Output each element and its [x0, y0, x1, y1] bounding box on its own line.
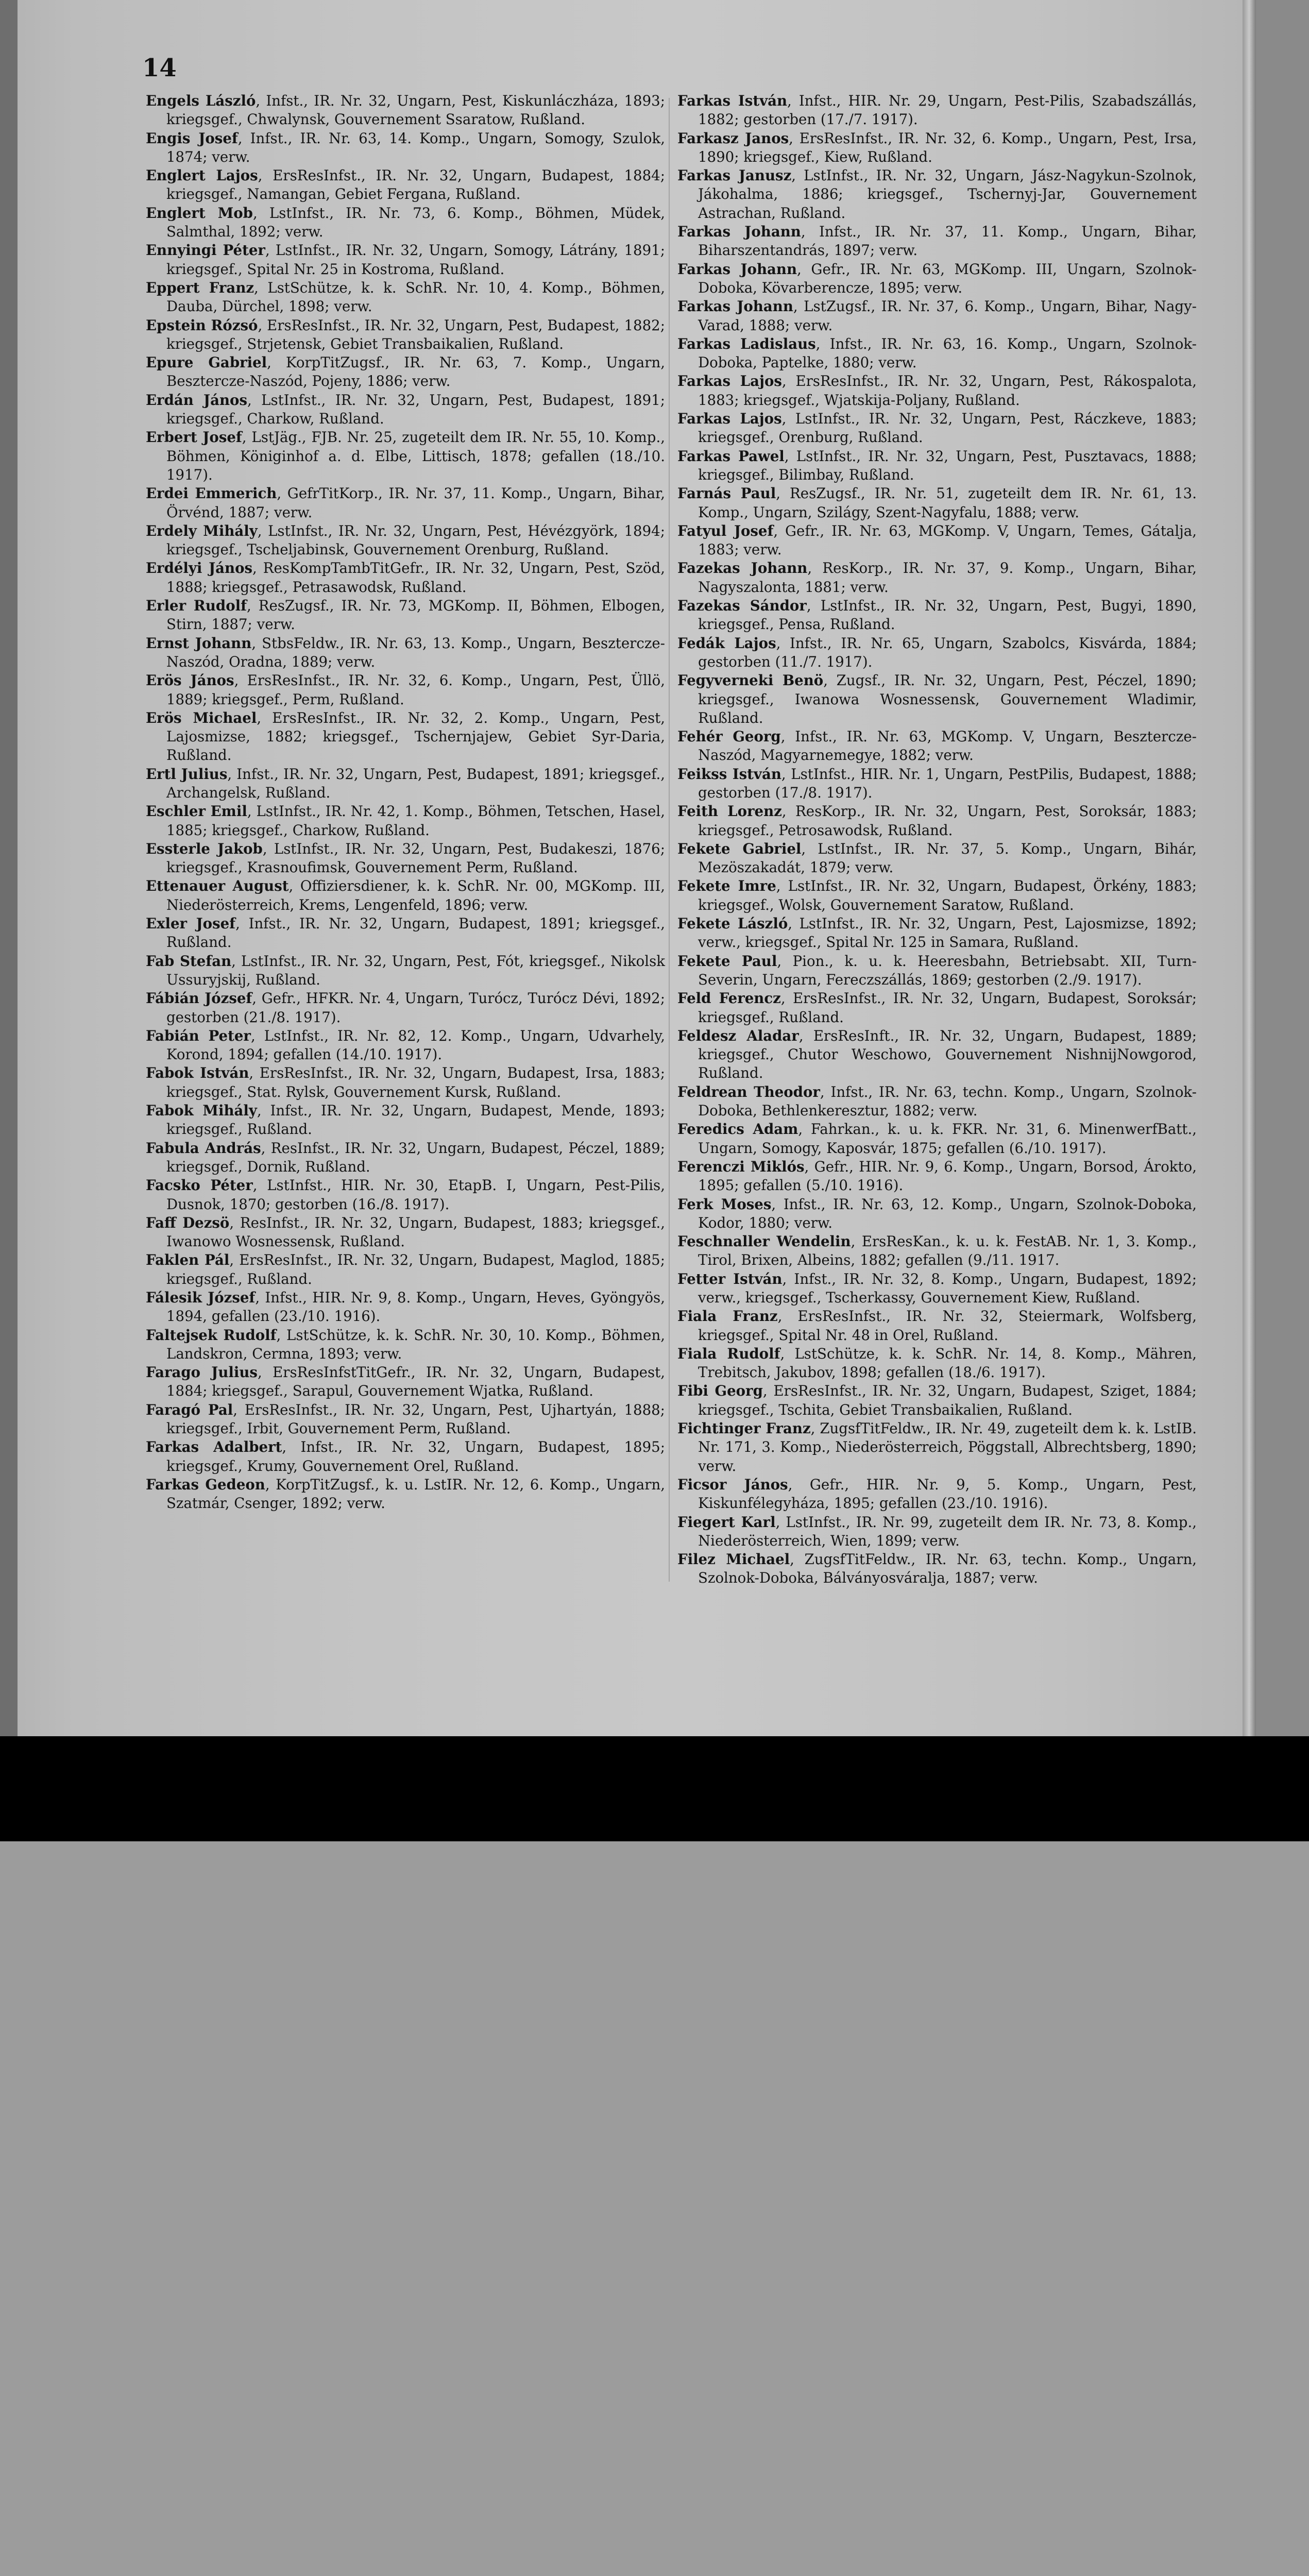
- entry-name: Fazekas Sándor: [677, 597, 807, 615]
- entry-details: , LstInfst., IR. Nr. 32, Ungarn, Pest, Hévézgyörk, 1894; kriegsgef., Tscheljabinsk, Gouvernement Orenburg, Rußland.: [166, 522, 665, 558]
- entry-name: Englert Lajos: [146, 167, 258, 184]
- register-entry: [677, 1232, 1197, 1270]
- register-entry: [146, 1251, 665, 1289]
- entry-name: Fibi Georg: [677, 1382, 763, 1400]
- entry-details: , Infst., IR. Nr. 63, techn. Komp., Ungarn, Szolnok-Doboka, Bethlenkeresztur, 1882; verw.: [698, 1083, 1197, 1120]
- entry-details: , Infst., IR. Nr. 32, Ungarn, Pest, Kiskunláczháza, 1893; kriegsgef., Chwalynsk, Gouvernement Ssaratow, Rußland.: [166, 92, 665, 128]
- register-entry: [146, 241, 665, 279]
- entry-name: Eppert Franz: [146, 279, 254, 296]
- entry-details: , ErsResInfst., IR. Nr. 32, Ungarn, Budapest, Sziget, 1884; kriegsgef., Tschita, Gebiet Transbaikalien, Rußland.: [698, 1382, 1197, 1418]
- entry-details: , LstInfst., IR. Nr. 73, 6. Komp., Böhmen, Müdek, Salmthal, 1892; verw.: [166, 204, 666, 241]
- register-entry: [677, 410, 1197, 447]
- entry-name: Feschnaller Wendelin: [677, 1233, 851, 1250]
- entry-details: , ErsResInfstTitGefr., IR. Nr. 32, Ungarn, Budapest, 1884; kriegsgef., Sarapul, Gouvernement Wjatka, Rußland.: [166, 1364, 665, 1400]
- entry-details: , LstInfst., HIR. Nr. 30, EtapB. I, Ungarn, Pest-Pilis, Dusnok, 1870; gestorben (16./8. 1917).: [166, 1177, 665, 1213]
- entry-details: , ErsResInfst., IR. Nr. 32, Ungarn, Budapest, Irsa, 1883; kriegsgef., Stat. Rylsk, Gouvernement Kursk, Rußland.: [166, 1064, 665, 1100]
- register-entry: [677, 372, 1197, 410]
- register-entry: [146, 597, 665, 634]
- entry-details: , Gefr., HIR. Nr. 9, 5. Komp., Ungarn, Pest, Kiskunfélegyháza, 1895; gefallen (23./10. 1916).: [698, 1476, 1197, 1512]
- entry-name: Erbert Josef: [146, 429, 242, 446]
- scan-background-edge: [1247, 0, 1309, 1736]
- entry-name: Feredics Adam: [677, 1121, 798, 1138]
- register-entry: [146, 989, 665, 1027]
- entry-name: Feldesz Aladar: [677, 1027, 799, 1044]
- register-entry: [146, 952, 665, 990]
- entry-name: Fekete Gabriel: [677, 840, 802, 857]
- register-entry: [146, 92, 665, 129]
- entry-name: Farkas Johann: [677, 260, 797, 278]
- entry-details: , ZugsfTitFeldw., IR. Nr. 49, zugeteilt dem k. k. LstIB. Nr. 171, 3. Komp., Niederösterreich, Pöggstall, Albrechtsberg, 1890; verw.: [698, 1420, 1197, 1475]
- entry-details: , StbsFeldw., IR. Nr. 63, 13. Komp., Ungarn, Besztercze-Naszód, Oradna, 1889; verw.: [166, 634, 666, 670]
- entry-details: , LstInfst., IR. Nr. 42, 1. Komp., Böhmen, Tetschen, Hasel, 1885; kriegsgef., Charkow, Rußland.: [166, 803, 666, 839]
- entry-details: , Infst., IR. Nr. 32, Ungarn, Budapest, Mende, 1893; kriegsgef., Rußland.: [166, 1102, 666, 1138]
- entry-name: Fegyverneki Benö: [677, 672, 824, 689]
- entry-details: , LstInfst., IR. Nr. 37, 5. Komp., Ungarn, Bihár, Mezöszakadát, 1879; verw.: [698, 840, 1197, 876]
- entry-details: , Infst., IR. Nr. 32, Ungarn, Budapest, 1895; kriegsgef., Krumy, Gouvernement Orel, Rußland.: [166, 1438, 666, 1475]
- entry-details: , ResZugsf., IR. Nr. 51, zugeteilt dem IR. Nr. 61, 13. Komp., Ungarn, Szilágy, Szent-Nagyfalu, 1888; verw.: [698, 485, 1197, 521]
- register-entry: [677, 1382, 1197, 1419]
- register-entry: [677, 727, 1197, 765]
- entry-details: , ZugsfTitFeldw., IR. Nr. 63, techn. Komp., Ungarn, Szolnok-Doboka, Bálványosváralja, 1887; verw.: [698, 1551, 1197, 1587]
- entry-details: , ResKorp., IR. Nr. 32, Ungarn, Pest, Soroksár, 1883; kriegsgef., Petrosawodsk, Rußland.: [698, 803, 1197, 839]
- entry-details: , ErsResInfst., IR. Nr. 32, Ungarn, Budapest, Soroksár; kriegsgef., Rußland.: [698, 990, 1197, 1026]
- register-entry: [146, 559, 665, 597]
- entry-name: Fiegert Karl: [677, 1513, 776, 1531]
- entry-details: , ErsResInfst., IR. Nr. 32, Ungarn, Pest, Budapest, 1882; kriegsgef., Strjetensk, Gebiet Transbaikalien, Rußland.: [166, 316, 665, 352]
- register-entry: [146, 353, 665, 391]
- entry-details: , Infst., HIR. Nr. 29, Ungarn, Pest-Pilis, Szabadszállás, 1882; gestorben (17./7. 1917).: [698, 92, 1197, 128]
- register-entry: [146, 484, 665, 522]
- entry-details: , Infst., IR. Nr. 63, 12. Komp., Ungarn, Szolnok-Doboka, Kodor, 1880; verw.: [698, 1195, 1197, 1231]
- register-entry: [677, 877, 1197, 914]
- register-entry: [146, 877, 665, 914]
- entry-details: , Gefr., HFKR. Nr. 4, Ungarn, Turócz, Turócz Dévi, 1892; gestorben (21./8. 1917).: [166, 990, 665, 1026]
- register-entry: [677, 1345, 1197, 1382]
- register-entry: [146, 1326, 665, 1364]
- entry-details: , ErsResInfst., IR. Nr. 32, 6. Komp., Ungarn, Pest, Üllö, 1889; kriegsgef., Perm, Rußland.: [166, 672, 665, 708]
- right-column: [677, 92, 1197, 1588]
- register-entry: [677, 914, 1197, 952]
- entry-name: Farkas Johann: [677, 298, 793, 315]
- register-entry: [146, 316, 665, 354]
- entry-details: , Offiziersdiener, k. k. SchR. Nr. 00, MGKomp. III, Niederösterreich, Krems, Lengenfeld, 1896; verw.: [166, 877, 665, 913]
- entry-name: Ferenczi Miklós: [677, 1158, 805, 1175]
- entry-name: Farkas Gedeon: [146, 1476, 265, 1493]
- register-entry: [677, 1158, 1197, 1195]
- entry-name: Feldrean Theodor: [677, 1083, 820, 1100]
- entry-details: , Infst., IR. Nr. 63, 16. Komp., Ungarn, Szolnok-Doboka, Paptelke, 1880; verw.: [698, 335, 1197, 371]
- entry-name: Eschler Emil: [146, 803, 247, 820]
- register-entry: [677, 1476, 1197, 1513]
- register-entry: [146, 1289, 665, 1326]
- register-entry: [146, 1401, 665, 1438]
- register-entry: [677, 1419, 1197, 1476]
- entry-details: , ErsResInfst., IR. Nr. 32, Ungarn, Pest, Ujhartyán, 1888; kriegsgef., Irbit, Gouvernement Perm, Rußland.: [166, 1401, 665, 1437]
- register-entry: [677, 447, 1197, 485]
- entry-details: , LstSchütze, k. k. SchR. Nr. 30, 10. Komp., Böhmen, Landskron, Cermna, 1893; verw.: [166, 1326, 665, 1362]
- entry-details: , ResZugsf., IR. Nr. 73, MGKomp. II, Böhmen, Elbogen, Stirn, 1887; verw.: [166, 597, 665, 633]
- register-entry: [146, 1139, 665, 1177]
- entry-name: Facsko Péter: [146, 1177, 253, 1194]
- register-entry: [146, 1101, 665, 1139]
- column-divider: [669, 98, 670, 1582]
- entry-details: , ErsResInfst., IR. Nr. 32, Steiermark, Wolfsberg, kriegsgef., Spital Nr. 48 in Orel, Rußland.: [698, 1308, 1197, 1344]
- register-entry: [677, 802, 1197, 840]
- entry-details: , LstInfst., IR. Nr. 32, Ungarn, Pest, Fót, kriegsgef., Nikolsk Ussuryjskij, Rußland.: [166, 952, 666, 988]
- register-entry: [146, 840, 665, 877]
- register-entry: [677, 597, 1197, 634]
- entry-details: , KorpTitZugsf., k. u. LstIR. Nr. 12, 6. Komp., Ungarn, Szatmár, Csenger, 1892; verw.: [166, 1476, 665, 1512]
- entry-name: Ennyingi Péter: [146, 242, 265, 259]
- entry-details: , LstInfst., IR. Nr. 32, Ungarn, Budapest, Örkény, 1883; kriegsgef., Wolsk, Gouvernement Saratow, Rußland.: [698, 877, 1197, 913]
- entry-details: , LstInfst., IR. Nr. 32, Ungarn, Pest, Budapest, 1891; kriegsgef., Charkow, Rußland.: [166, 391, 665, 428]
- entry-details: , LstJäg., FJB. Nr. 25, zugeteilt dem IR. Nr. 55, 10. Komp., Böhmen, Königinhof a. d. Elbe, Littisch, 1878; gefallen (18./10. 1917).: [166, 429, 665, 483]
- entry-details: , ErsResInfst., IR. Nr. 32, Ungarn, Budapest, 1884; kriegsgef., Namangan, Gebiet Fergana, Rußland.: [166, 167, 665, 203]
- entry-details: , ErsResInfst., IR. Nr. 32, 2. Komp., Ungarn, Pest, Lajosmizse, 1882; kriegsgef., Tschernjajew, Gebiet Syr-Daria, Rußland.: [166, 709, 665, 764]
- entry-details: , ResKorp., IR. Nr. 37, 9. Komp., Ungarn, Bihar, Nagyszalonta, 1881; verw.: [698, 560, 1197, 596]
- entry-name: Faff Dezsö: [146, 1214, 230, 1231]
- entry-details: , ResInfst., IR. Nr. 32, Ungarn, Budapest, Péczel, 1889; kriegsgef., Dornik, Rußland.: [166, 1139, 665, 1175]
- register-entry: [146, 914, 665, 952]
- register-entry: [677, 559, 1197, 597]
- entry-details: , LstSchütze, k. k. SchR. Nr. 10, 4. Komp., Böhmen, Dauba, Dürchel, 1898; verw.: [166, 279, 665, 315]
- entry-details: , Fahrkan., k. u. k. FKR. Nr. 31, 6. MinenwerfBatt., Ungarn, Somogy, Kaposvár, 1875; gefallen (6./10. 1917).: [698, 1121, 1197, 1157]
- entry-details: , LstInfst., IR. Nr. 32, Ungarn, Pest, Pusztavacs, 1888; kriegsgef., Bilimbay, Rußland.: [698, 447, 1197, 483]
- entry-name: Farkas Janusz: [677, 167, 792, 184]
- entry-name: Epstein Rózsó: [146, 316, 258, 334]
- entry-name: Erdélyi János: [146, 560, 253, 577]
- entry-name: Filez Michael: [677, 1551, 790, 1568]
- entry-name: Fab Stefan: [146, 952, 232, 970]
- register-entry: [677, 297, 1197, 335]
- register-entry: [146, 1027, 665, 1064]
- register-entry: [677, 989, 1197, 1027]
- entry-name: Fabula András: [146, 1139, 261, 1157]
- entry-name: Feith Lorenz: [677, 803, 782, 820]
- entry-name: Essterle Jakob: [146, 840, 263, 857]
- register-entry: [146, 634, 665, 672]
- register-entry: [146, 1476, 665, 1513]
- register-entry: [146, 765, 665, 803]
- register-entry: [677, 1083, 1197, 1121]
- register-entry: [677, 1195, 1197, 1233]
- entry-details: , LstInfst., IR. Nr. 99, zugeteilt dem IR. Nr. 73, 8. Komp., Niederösterreich, Wien, 1899; verw.: [698, 1513, 1197, 1549]
- entry-name: Englert Mob: [146, 204, 253, 222]
- entry-details: , ErsResInfst., IR. Nr. 32, Ungarn, Budapest, Maglod, 1885; kriegsgef., Rußland.: [166, 1251, 665, 1287]
- entry-name: Farkas Adalbert: [146, 1438, 282, 1456]
- entry-name: Feld Ferencz: [677, 990, 781, 1007]
- register-entry: [146, 1176, 665, 1214]
- register-entry: [146, 166, 665, 204]
- entry-name: Fabián Peter: [146, 1027, 251, 1044]
- viewer-footer: [0, 1736, 1309, 1841]
- entry-name: Erös János: [146, 672, 234, 689]
- register-entry: [677, 484, 1197, 522]
- entry-name: Fichtinger Franz: [677, 1420, 811, 1437]
- entry-details: , Gefr., IR. Nr. 63, MGKomp. III, Ungarn, Szolnok-Doboka, Kövarberencze, 1895; verw.: [698, 260, 1197, 296]
- entry-name: Fekete Paul: [677, 952, 777, 970]
- register-entry: [146, 1438, 665, 1476]
- entry-details: , LstSchütze, k. k. SchR. Nr. 14, 8. Komp., Mähren, Trebitsch, Jakubov, 1898; gefallen (18./6. 1917).: [698, 1345, 1197, 1381]
- entry-name: Faltejsek Rudolf: [146, 1326, 277, 1344]
- register-entry: [677, 129, 1197, 167]
- entry-name: Engels László: [146, 92, 256, 109]
- entry-name: Farkas Pawel: [677, 447, 785, 465]
- entry-details: , Infst., IR. Nr. 32, Ungarn, Pest, Budapest, 1891; kriegsgef., Archangelsk, Rußland.: [166, 765, 665, 801]
- entry-name: Farago Julius: [146, 1364, 258, 1381]
- register-entry: [146, 129, 665, 167]
- entry-details: , Infst., IR. Nr. 63, MGKomp. V, Ungarn, Besztercze-Naszód, Magyarnemegye, 1882; verw.: [698, 728, 1197, 764]
- register-entry: [677, 634, 1197, 672]
- entry-name: Faklen Pál: [146, 1251, 230, 1269]
- entry-name: Farkasz Janos: [677, 129, 789, 147]
- entry-name: Ettenauer August: [146, 877, 289, 895]
- register-entry: [677, 1307, 1197, 1345]
- entry-name: Feikss István: [677, 765, 781, 783]
- entry-details: , LstInfst., IR. Nr. 32, Ungarn, Pest, Lajosmizse, 1892; verw., kriegsgef., Spital Nr. 125 in Samara, Rußland.: [698, 915, 1197, 951]
- entry-name: Farnás Paul: [677, 485, 776, 502]
- register-entry: [677, 840, 1197, 877]
- entry-details: , Infst., IR. Nr. 65, Ungarn, Szabolcs, Kisvárda, 1884; gestorben (11./7. 1917).: [698, 634, 1197, 670]
- entry-details: , Pion., k. u. k. Heeresbahn, Betriebsabt. XII, Turn-Severin, Ungarn, Fereczszállás, 1869; gestorben (2./9. 1917).: [698, 952, 1197, 988]
- register-entry: [146, 671, 665, 709]
- entry-name: Fazekas Johann: [677, 560, 808, 577]
- entry-name: Ficsor János: [677, 1476, 788, 1493]
- entry-details: , ErsResKan., k. u. k. FestAB. Nr. 1, 3. Komp., Tirol, Brixen, Albeins, 1882; gefallen (9./11. 1917.: [698, 1233, 1197, 1269]
- register-entry: [677, 166, 1197, 223]
- register-entry: [677, 765, 1197, 803]
- entry-details: , LstInfst., IR. Nr. 32, Ungarn, Pest, Bugyi, 1890, kriegsgef., Pensa, Rußland.: [698, 597, 1197, 633]
- entry-details: , ErsResInfst., IR. Nr. 32, Ungarn, Pest, Rákospalota, 1883; kriegsgef., Wjatskija-Poljany, Rußland.: [698, 372, 1197, 409]
- register-entry: [677, 1513, 1197, 1551]
- register-entry: [677, 260, 1197, 298]
- entry-name: Farkas Lajos: [677, 372, 782, 390]
- entry-name: Erler Rudolf: [146, 597, 247, 615]
- entry-details: , Gefr., HIR. Nr. 9, 6. Komp., Ungarn, Borsod, Árokto, 1895; gefallen (5./10. 1916).: [698, 1158, 1197, 1194]
- register-entry: [677, 1270, 1197, 1308]
- entry-name: Farkas Ladislaus: [677, 335, 816, 352]
- entry-name: Erdei Emmerich: [146, 485, 277, 502]
- register-entry: [146, 802, 665, 840]
- register-entry: [146, 204, 665, 242]
- entry-name: Fábián József: [146, 990, 252, 1007]
- entry-details: , Gefr., IR. Nr. 63, MGKomp. V, Ungarn, Temes, Gátalja, 1883; verw.: [698, 522, 1197, 558]
- entry-name: Engis Josef: [146, 129, 238, 147]
- entry-details: , Infst., HIR. Nr. 9, 8. Komp., Ungarn, Heves, Gyöngyös, 1894, gefallen (23./10. 1916).: [166, 1289, 665, 1325]
- entry-details: , Infst., IR. Nr. 32, 8. Komp., Ungarn, Budapest, 1892; verw., kriegsgef., Tscherkassy, Gouvernement Kiew, Rußland.: [698, 1270, 1197, 1306]
- page-gutter-shadow: [0, 0, 18, 1736]
- entry-name: Ferk Moses: [677, 1195, 772, 1213]
- entry-name: Fiala Franz: [677, 1308, 778, 1325]
- entry-details: , Infst., IR. Nr. 32, Ungarn, Budapest, 1891; kriegsgef., Rußland.: [166, 915, 665, 951]
- register-entry: [677, 223, 1197, 260]
- entry-name: Farkas Lajos: [677, 410, 782, 428]
- entry-details: , LstInfst., IR. Nr. 32, Ungarn, Pest, Ráczkeve, 1883; kriegsgef., Orenburg, Rußland.: [698, 410, 1197, 446]
- entry-name: Exler Josef: [146, 915, 236, 933]
- entry-details: , LstInfst., IR. Nr. 32, Ungarn, Pest, Budakeszi, 1876; kriegsgef., Krasnoufimsk, Gouvernement Perm, Rußland.: [166, 840, 665, 876]
- register-entry: [146, 1214, 665, 1251]
- entry-name: Erdán János: [146, 391, 247, 409]
- entry-name: Fiala Rudolf: [677, 1345, 780, 1362]
- entry-name: Fekete Imre: [677, 877, 776, 895]
- register-entry: [677, 522, 1197, 560]
- register-entry: [146, 522, 665, 560]
- register-entry: [677, 1550, 1197, 1588]
- entry-name: Fetter István: [677, 1270, 783, 1287]
- entry-details: , LstInfst., HIR. Nr. 1, Ungarn, PestPilis, Budapest, 1888; gestorben (17./8. 1917).: [698, 765, 1197, 801]
- entry-name: Erös Michael: [146, 709, 257, 726]
- page-number: 14: [142, 54, 177, 82]
- entry-details: , ErsResInfst., IR. Nr. 32, 6. Komp., Ungarn, Pest, Irsa, 1890; kriegsgef., Kiew, Rußland.: [698, 129, 1197, 165]
- register-entry: [677, 952, 1197, 990]
- register-entry: [677, 1120, 1197, 1158]
- entry-name: Fehér Georg: [677, 728, 781, 745]
- register-entry: [146, 1064, 665, 1101]
- entry-name: Epure Gabriel: [146, 354, 267, 371]
- register-entry: [146, 709, 665, 765]
- entry-details: , ResKompTambTitGefr., IR. Nr. 32, Ungarn, Pest, Szöd, 1888; kriegsgef., Petrasawodsk, Rußland.: [166, 560, 665, 596]
- register-entry: [146, 428, 665, 484]
- register-entry: [146, 279, 665, 316]
- left-column: [146, 92, 665, 1513]
- entry-name: Faragó Pal: [146, 1401, 233, 1418]
- register-entry: [677, 671, 1197, 727]
- entry-details: , KorpTitZugsf., IR. Nr. 63, 7. Komp., Ungarn, Besztercze-Naszód, Pojeny, 1886; verw.: [166, 354, 665, 390]
- entry-name: Ertl Julius: [146, 765, 228, 783]
- entry-name: Farkas István: [677, 92, 788, 109]
- register-entry: [146, 1363, 665, 1401]
- register-entry: [677, 92, 1197, 129]
- register-entry: [677, 335, 1197, 372]
- entry-details: , Infst., IR. Nr. 37, 11. Komp., Ungarn, Bihar, Biharszentandrás, 1897; verw.: [698, 223, 1197, 259]
- entry-name: Fedák Lajos: [677, 634, 776, 652]
- entry-name: Fabok Mihály: [146, 1102, 257, 1120]
- entry-details: , ErsResInft., IR. Nr. 32, Ungarn, Budapest, 1889; kriegsgef., Chutor Weschowo, Gouvernement NishnijNowgorod, Rußland.: [698, 1027, 1197, 1082]
- page-edge: [1243, 0, 1256, 1736]
- entry-details: , LstInfst., IR. Nr. 32, Ungarn, Somogy, Látrány, 1891; kriegsgef., Spital Nr. 25 in Kostroma, Rußland.: [166, 242, 665, 278]
- entry-name: Erdely Mihály: [146, 522, 258, 539]
- entry-details: , Zugsf., IR. Nr. 32, Ungarn, Pest, Péczel, 1890; kriegsgef., Iwanowa Wosnessensk, Gouvernement Wladimir, Rußland.: [698, 672, 1197, 726]
- entry-details: , LstInfst., IR. Nr. 82, 12. Komp., Ungarn, Udvarhely, Korond, 1894; gefallen (14./10. 1917).: [166, 1027, 665, 1063]
- entry-name: Farkas Johann: [677, 223, 801, 241]
- entry-details: , ResInfst., IR. Nr. 32, Ungarn, Budapest, 1883; kriegsgef., Iwanowo Wosnessensk, Rußland.: [166, 1214, 665, 1250]
- entry-details: , GefrTitKorp., IR. Nr. 37, 11. Komp., Ungarn, Bihar, Örvénd, 1887; verw.: [166, 485, 665, 521]
- entry-name: Fabok István: [146, 1064, 249, 1082]
- register-entry: [146, 391, 665, 429]
- entry-name: Fekete László: [677, 915, 788, 933]
- register-entry: [677, 1027, 1197, 1083]
- entry-name: Fatyul Josef: [677, 522, 774, 539]
- entry-details: , LstZugsf., IR. Nr. 37, 6. Komp., Ungarn, Bihar, Nagy-Varad, 1888; verw.: [698, 298, 1197, 334]
- entry-name: Fálesik József: [146, 1289, 256, 1306]
- entry-details: , LstInfst., IR. Nr. 32, Ungarn, Jász-Nagykun-Szolnok, Jákohalma, 1886; kriegsgef., Tschernyj-Jar, Gouvernement Astrachan, Rußland.: [698, 167, 1197, 222]
- entry-name: Ernst Johann: [146, 634, 252, 652]
- entry-details: , Infst., IR. Nr. 63, 14. Komp., Ungarn, Somogy, Szulok, 1874; verw.: [166, 129, 665, 165]
